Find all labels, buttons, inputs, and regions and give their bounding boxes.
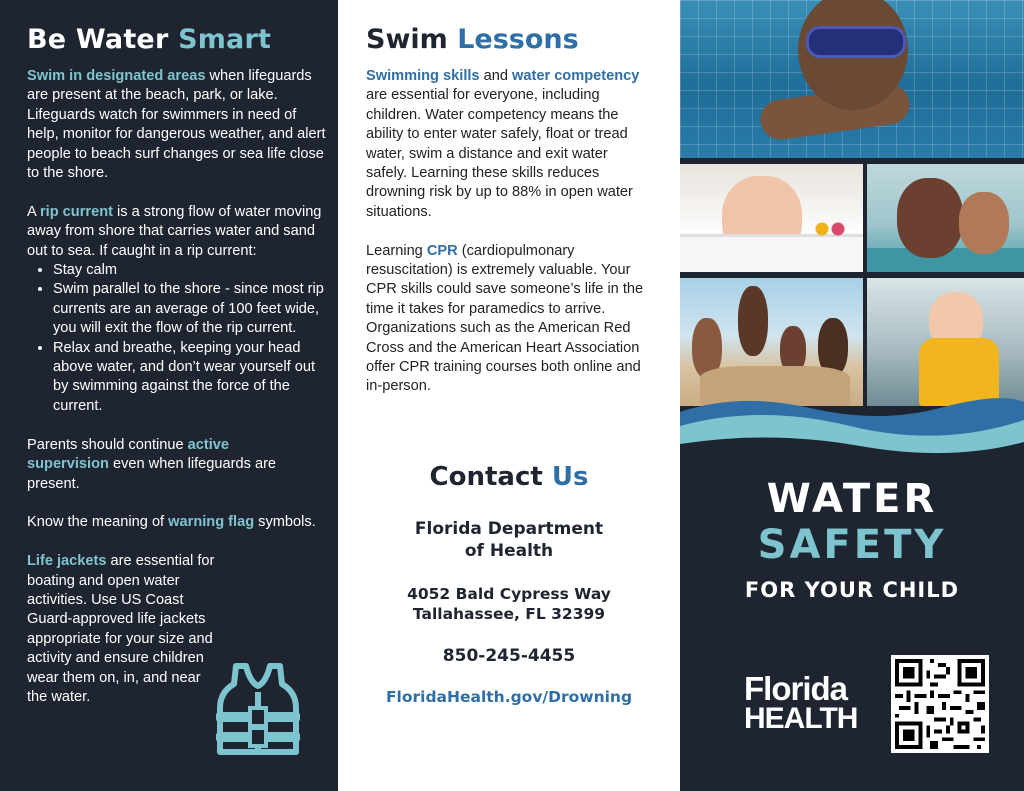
life-jacket-icon <box>216 662 300 758</box>
logo-line: HEALTH <box>744 702 858 735</box>
phone-number[interactable]: 850-245-4455 <box>442 646 576 666</box>
contact-block <box>338 462 680 706</box>
headline-for-your-child: FOR YOUR CHILD <box>744 578 960 602</box>
swimming-skills-paragraph: Swimming skills and water competency are essential for everyone, including children. Water competency means the ability to enter water safely, float or tread water, swim a distance and exit water safely. Learning these skills reduces drowning risk by up to 88% in open water situations. <box>366 68 640 220</box>
warning-flag-paragraph: Know the meaning of warning flag symbols. <box>27 514 316 531</box>
org-line: of Health <box>464 541 554 561</box>
family-beach-photo <box>680 278 863 406</box>
rip-current-list <box>27 261 327 416</box>
list-item: • Stay calm <box>53 261 327 280</box>
swim-lessons-title: Swim Lessons <box>366 24 579 55</box>
address-line: Tallahassee, FL 32399 <box>412 605 606 623</box>
swim-lessons-body <box>366 67 652 416</box>
florida-health-logo <box>744 670 858 735</box>
address <box>338 584 680 624</box>
right-panel <box>680 0 1024 791</box>
contact-title: Contact Us <box>429 462 589 492</box>
be-water-smart-title: Be Water Smart <box>27 24 272 55</box>
life-jackets-paragraph: Life jackets are essential for boating and open water activities. Use US Coast Guard-approved life jackets appropriate for your size and activity and ensure children wear them on, in, and near the water. <box>27 553 215 705</box>
headline-water: WATER <box>766 476 938 522</box>
left-panel <box>0 0 338 791</box>
list-item: • Relax and breathe, keeping your head above water, and don’t wear yourself out by swimming against the force of the current. <box>53 339 327 417</box>
child-life-jacket-photo <box>867 278 1024 406</box>
designated-areas-paragraph: Swim in designated areas when lifeguards are present at the beach, park, or lake. Lifeguards watch for swimmers in need of help, monitor for dangerous weather, and alert people to beach surf changes or sea life close to the shore. <box>27 68 326 182</box>
be-water-smart-body <box>27 67 327 727</box>
rip-current-paragraph: A rip current is a strong flow of water moving away from shore that carries water and sand out to sea. If caught in a rip current: <box>27 203 322 259</box>
logo-line: Florida <box>744 670 848 707</box>
organization-name <box>338 518 680 562</box>
baby-bath-photo <box>680 164 863 272</box>
qr-code-icon[interactable] <box>891 655 989 753</box>
swimming-child-photo <box>680 0 1024 158</box>
goggles <box>806 26 906 58</box>
water-safety-headline <box>680 476 1024 602</box>
middle-panel <box>338 0 680 791</box>
cpr-paragraph: Learning CPR (cardiopulmonary resuscitation) is extremely valuable. Your CPR skills could save someone’s life in the time it takes for paramedics to arrive. Organizations such as the American Red Cross and the American Heart Association offer CPR training courses both online and in-person. <box>366 242 644 395</box>
mother-child-pool-photo <box>867 164 1024 272</box>
headline-safety: SAFETY <box>757 522 947 568</box>
list-item: • Swim parallel to the shore - since most rip currents are an average of 100 feet wide, you will exit the flow of the rip current. <box>53 280 327 338</box>
org-line: Florida Department <box>414 519 604 539</box>
supervision-paragraph: Parents should continue active supervision even when lifeguards are present. <box>27 436 277 492</box>
wave-graphic <box>680 390 1024 460</box>
address-line: 4052 Bald Cypress Way <box>407 585 611 603</box>
website-link[interactable]: FloridaHealth.gov/Drowning <box>385 688 633 706</box>
